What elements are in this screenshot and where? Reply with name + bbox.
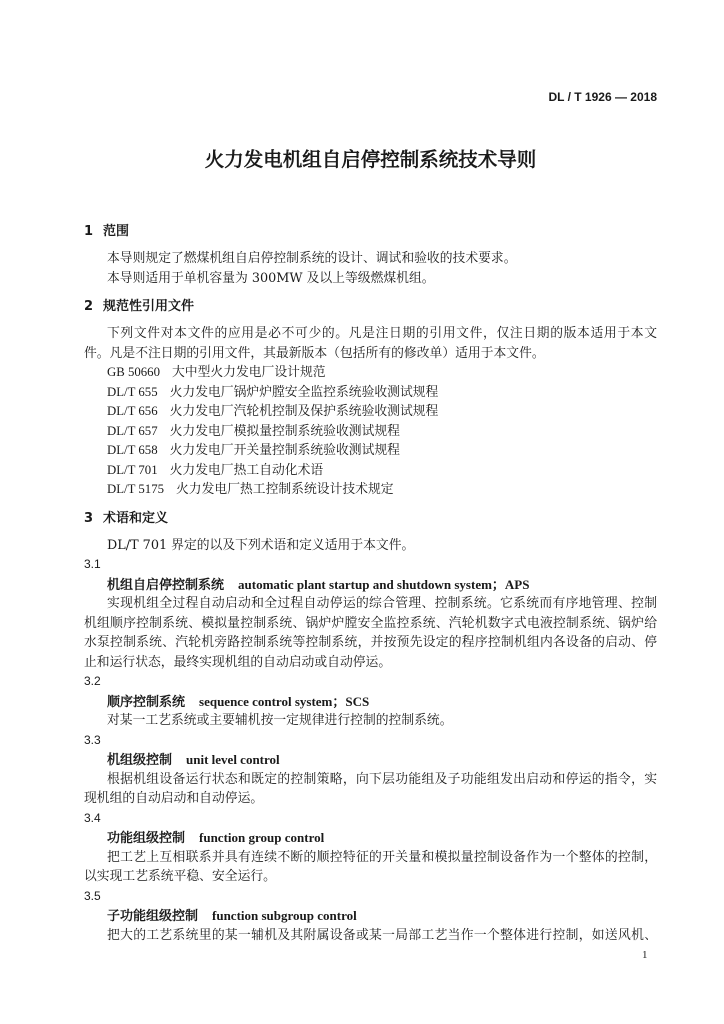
reference-title: 火力发电厂热工控制系统设计技术规定 bbox=[176, 482, 394, 497]
reference-item bbox=[84, 402, 657, 422]
term-heading bbox=[84, 828, 657, 848]
page-number: 1 bbox=[642, 949, 648, 961]
reference-title: 大中型火力发电厂设计规范 bbox=[171, 365, 326, 380]
clause-number: 3.2 bbox=[84, 674, 101, 688]
section-normative-references bbox=[84, 297, 657, 500]
paragraph: 本导则规定了燃煤机组自启停控制系统的设计、调试和验收的技术要求。 bbox=[107, 251, 517, 266]
section-heading bbox=[84, 297, 657, 317]
term-english: sequence control system；SCS bbox=[199, 693, 370, 709]
definition-line: 把大的工艺系统里的某一辅机及其附属设备或某一局部工艺当作一个整体进行控制，如送风机、 bbox=[107, 927, 657, 943]
clause-number: 3.5 bbox=[84, 888, 101, 903]
term-heading bbox=[84, 692, 657, 712]
term-chinese: 机组级控制 bbox=[107, 753, 173, 768]
section-number: 3 bbox=[84, 510, 94, 526]
reference-code: DL/T 658 bbox=[107, 443, 158, 457]
document-body bbox=[84, 222, 657, 945]
reference-code: DL/T 5175 bbox=[107, 482, 164, 496]
clause-number: 3.3 bbox=[84, 732, 101, 747]
section-scope bbox=[84, 222, 657, 288]
paragraph-line: 下列文件对本文件的应用是必不可少的。凡是注日期的引用文件，仅注日期的版本适用于本文 bbox=[107, 326, 657, 341]
section-title: 术语和定义 bbox=[103, 510, 169, 526]
definition-line: 止和运行状态，最终实现机组的自动启动或自动停运。 bbox=[84, 654, 392, 670]
reference-code: DL/T 657 bbox=[107, 423, 158, 438]
section-terms-and-definitions bbox=[84, 509, 657, 946]
section-title: 规范性引用文件 bbox=[103, 299, 195, 314]
term-heading bbox=[84, 906, 657, 926]
reference-item bbox=[84, 461, 657, 481]
term-heading bbox=[84, 575, 657, 595]
definition-line: 实现机组全过程自动启动和全过程自动停运的综合管理、控制系统。它系统而有序地管理、控制 bbox=[107, 596, 657, 611]
section-heading bbox=[84, 509, 657, 529]
clause-number: 3.1 bbox=[84, 557, 101, 571]
term-english: function group control bbox=[199, 830, 325, 845]
term-english: function subgroup control bbox=[212, 908, 357, 923]
definition-line: 现机组的自动启动和自动停运。 bbox=[84, 791, 264, 806]
reference-title: 火力发电厂锅炉炉膛安全监控系统验收测试规程 bbox=[169, 384, 439, 400]
definition-line: 根据机组设备运行状态和既定的控制策略，向下层功能组及子功能组发出启动和停运的指令，实 bbox=[107, 771, 657, 787]
paragraph: 本导则适用于单机容量为 300MW 及以上等级燃煤机组。 bbox=[107, 270, 435, 286]
section-number: 1 bbox=[84, 224, 94, 239]
reference-code: DL/T 701 bbox=[107, 462, 158, 477]
term-chinese: 顺序控制系统 bbox=[107, 694, 186, 710]
definition-line: 以实现工艺系统平稳、安全运行。 bbox=[84, 869, 276, 884]
term-chinese: 功能组级控制 bbox=[107, 831, 186, 846]
standard-code: DL / T 1926 — 2018 bbox=[548, 90, 657, 104]
term-chinese: 机组自启停控制系统 bbox=[107, 577, 225, 593]
reference-item bbox=[84, 383, 657, 403]
reference-title: 火力发电厂模拟量控制系统验收测试规程 bbox=[169, 423, 400, 439]
paragraph-line: 件。凡是不注日期的引用文件，其最新版本（包括所有的修改单）适用于本文件。 bbox=[84, 345, 545, 361]
reference-item bbox=[84, 480, 657, 500]
reference-title: 火力发电厂开关量控制系统验收测试规程 bbox=[169, 443, 400, 458]
section-number: 2 bbox=[84, 299, 94, 314]
definition-line: 水泵控制系统、汽轮机旁路控制系统等控制系统，并按预先设定的程序控制机组内各设备的启动、停 bbox=[84, 635, 657, 650]
reference-code: DL/T 655 bbox=[107, 384, 158, 399]
paragraph: DL/T 701 界定的以及下列术语和定义适用于本文件。 bbox=[107, 537, 415, 553]
section-heading bbox=[84, 222, 657, 242]
reference-item bbox=[84, 363, 657, 383]
reference-item bbox=[84, 422, 657, 442]
definition-line: 对某一工艺系统或主要辅机按一定规律进行控制的控制系统。 bbox=[107, 713, 453, 728]
term-chinese: 子功能组级控制 bbox=[107, 909, 199, 924]
term-english: unit level control bbox=[186, 752, 280, 767]
section-title: 范围 bbox=[103, 224, 130, 239]
definition-line: 把工艺上互相联系并具有连续不断的顺控特征的开关量和模拟量控制设备作为一个整体的控制， bbox=[107, 849, 657, 865]
reference-code: DL/T 656 bbox=[107, 404, 158, 418]
clause-number: 3.4 bbox=[84, 810, 101, 825]
reference-title: 火力发电厂汽轮机控制及保护系统验收测试规程 bbox=[169, 404, 439, 419]
definition-line: 机组顺序控制系统、模拟量控制系统、锅炉炉膛安全监控系统、汽轮机数字式电液控制系统、锅炉给 bbox=[84, 615, 657, 631]
term-heading bbox=[84, 750, 657, 770]
term-english: automatic plant startup and shutdown system；APS bbox=[238, 576, 530, 592]
reference-title: 火力发电厂热工自动化术语 bbox=[169, 462, 324, 478]
document-title: 火力发电机组自启停控制系统技术导则 bbox=[204, 148, 537, 171]
reference-item bbox=[84, 441, 657, 461]
reference-code: GB 50660 bbox=[107, 365, 160, 379]
